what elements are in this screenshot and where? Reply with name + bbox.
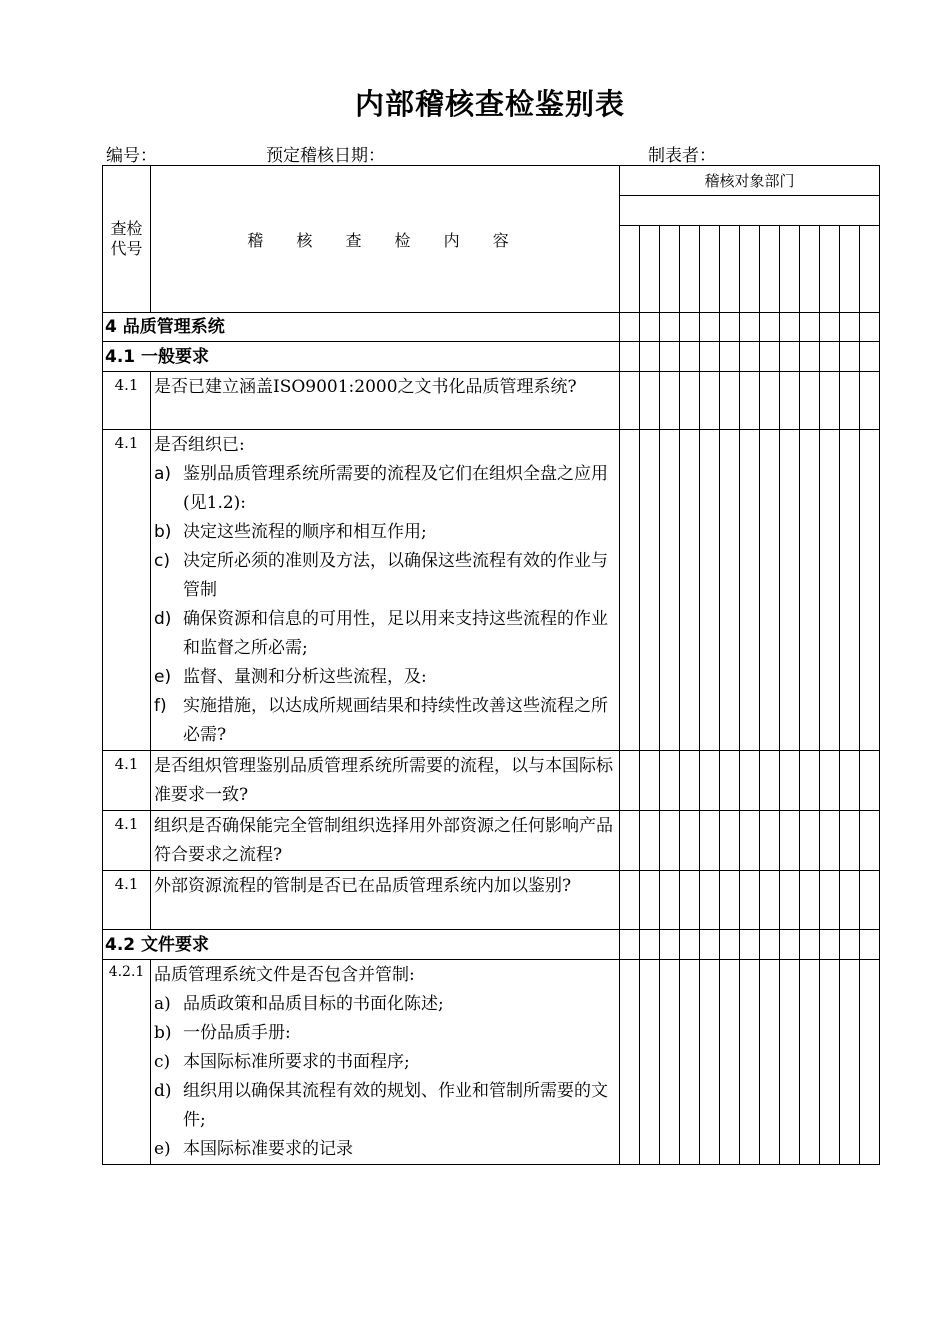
department-check-cell[interactable] bbox=[760, 430, 780, 751]
department-check-cell[interactable] bbox=[620, 871, 640, 930]
department-check-cell[interactable] bbox=[840, 811, 860, 871]
table-row bbox=[103, 871, 880, 930]
department-check-cell[interactable] bbox=[780, 226, 800, 313]
department-check-cell[interactable] bbox=[720, 811, 740, 871]
department-check-cell[interactable] bbox=[780, 751, 800, 811]
department-check-cell[interactable] bbox=[720, 751, 740, 811]
department-check-cell[interactable] bbox=[740, 960, 760, 1165]
check-code: 4.1 bbox=[103, 372, 151, 430]
department-check-cell[interactable] bbox=[740, 342, 760, 372]
table-row bbox=[103, 811, 880, 871]
check-intro: 是否组织已: bbox=[154, 435, 245, 455]
department-check-cell[interactable] bbox=[700, 342, 720, 372]
department-check-cell[interactable] bbox=[660, 430, 680, 751]
department-check-cell[interactable] bbox=[700, 960, 720, 1165]
department-check-cell[interactable] bbox=[720, 342, 740, 372]
department-check-cell[interactable] bbox=[780, 871, 800, 930]
table-row bbox=[103, 430, 880, 751]
department-check-cell[interactable] bbox=[860, 811, 880, 871]
section-row bbox=[103, 342, 880, 372]
department-check-cell[interactable] bbox=[860, 930, 880, 960]
department-check-cell[interactable] bbox=[620, 960, 640, 1165]
section-row bbox=[103, 930, 880, 960]
code-column-header: 查检代号 bbox=[103, 166, 151, 313]
department-check-cell[interactable] bbox=[680, 930, 700, 960]
check-content: 是否组炽管理鉴别品质管理系统所需要的流程，以与本国际标准要求一致? bbox=[151, 751, 620, 811]
list-item: a) 鉴别品质管理系统所需要的流程及它们在组炽全盘之应用(见1.2): bbox=[154, 464, 608, 513]
department-check-cell[interactable] bbox=[860, 226, 880, 313]
department-check-cell[interactable] bbox=[800, 871, 820, 930]
department-check-cell[interactable] bbox=[780, 372, 800, 430]
department-check-cell[interactable] bbox=[660, 960, 680, 1165]
list-item: e) 监督、量测和分析这些流程，及: bbox=[154, 667, 427, 687]
department-check-cell[interactable] bbox=[760, 811, 780, 871]
department-check-cell[interactable] bbox=[820, 751, 840, 811]
department-check-cell[interactable] bbox=[700, 372, 720, 430]
check-content: 组织是否确保能完全管制组织选择用外部资源之任何影响产品符合要求之流程? bbox=[151, 811, 620, 871]
department-check-cell[interactable] bbox=[680, 751, 700, 811]
department-check-cell[interactable] bbox=[720, 960, 740, 1165]
check-content bbox=[151, 430, 620, 751]
list-item: b) 一份品质手册: bbox=[154, 1023, 291, 1043]
department-check-cell[interactable] bbox=[820, 930, 840, 960]
department-check-cell[interactable] bbox=[700, 811, 720, 871]
table-row bbox=[103, 372, 880, 430]
department-check-cell[interactable] bbox=[660, 871, 680, 930]
department-check-cell[interactable] bbox=[820, 313, 840, 342]
table-row bbox=[103, 751, 880, 811]
department-check-cell[interactable] bbox=[660, 751, 680, 811]
department-check-cell[interactable] bbox=[760, 751, 780, 811]
department-check-cell[interactable] bbox=[620, 751, 640, 811]
department-check-cell[interactable] bbox=[760, 226, 780, 313]
department-check-cell[interactable] bbox=[640, 871, 660, 930]
department-check-cell[interactable] bbox=[840, 930, 860, 960]
department-check-cell[interactable] bbox=[660, 930, 680, 960]
page-title: 内部稽核查检鉴别表 bbox=[354, 87, 625, 121]
check-code: 4.1 bbox=[103, 430, 151, 751]
department-check-cell[interactable] bbox=[840, 342, 860, 372]
list-item: b) 决定这些流程的顺序和相互作用; bbox=[154, 522, 427, 542]
department-check-cell[interactable] bbox=[760, 930, 780, 960]
department-check-cell[interactable] bbox=[820, 226, 840, 313]
department-check-cell[interactable] bbox=[760, 342, 780, 372]
department-check-cell[interactable] bbox=[720, 930, 740, 960]
department-check-cell[interactable] bbox=[780, 930, 800, 960]
department-check-cell[interactable] bbox=[640, 430, 660, 751]
department-check-cell[interactable] bbox=[860, 960, 880, 1165]
department-check-cell[interactable] bbox=[740, 313, 760, 342]
department-check-cell[interactable] bbox=[660, 226, 680, 313]
department-check-cell[interactable] bbox=[720, 871, 740, 930]
department-check-cell[interactable] bbox=[840, 226, 860, 313]
department-check-cell[interactable] bbox=[800, 960, 820, 1165]
department-check-cell[interactable] bbox=[840, 960, 860, 1165]
department-check-cell[interactable] bbox=[800, 930, 820, 960]
check-code: 4.1 bbox=[103, 811, 151, 871]
department-check-cell[interactable] bbox=[780, 811, 800, 871]
department-name-cell[interactable] bbox=[620, 196, 880, 226]
department-check-cell[interactable] bbox=[800, 372, 820, 430]
department-check-cell[interactable] bbox=[640, 226, 660, 313]
department-check-cell[interactable] bbox=[780, 313, 800, 342]
department-check-cell[interactable] bbox=[840, 871, 860, 930]
department-check-cell[interactable] bbox=[660, 811, 680, 871]
department-check-cell[interactable] bbox=[660, 342, 680, 372]
department-check-cell[interactable] bbox=[680, 960, 700, 1165]
department-check-cell[interactable] bbox=[660, 372, 680, 430]
department-check-cell[interactable] bbox=[780, 430, 800, 751]
department-check-cell[interactable] bbox=[620, 313, 640, 342]
department-check-cell[interactable] bbox=[700, 871, 720, 930]
department-check-cell[interactable] bbox=[820, 960, 840, 1165]
department-check-cell[interactable] bbox=[800, 430, 820, 751]
check-content: 是否已建立涵盖ISO9001:2000之文书化品质管理系统? bbox=[151, 372, 620, 430]
department-check-cell[interactable] bbox=[820, 342, 840, 372]
department-check-cell[interactable] bbox=[740, 930, 760, 960]
department-check-cell[interactable] bbox=[860, 372, 880, 430]
department-check-cell[interactable] bbox=[800, 342, 820, 372]
check-content: 外部资源流程的管制是否已在品质管理系统内加以鉴别? bbox=[151, 871, 620, 930]
department-check-cell[interactable] bbox=[740, 226, 760, 313]
department-check-cell[interactable] bbox=[860, 430, 880, 751]
section-row bbox=[103, 313, 880, 342]
list-item: d) 组织用以确保其流程有效的规划、作业和管制所需要的文件; bbox=[154, 1081, 608, 1130]
check-code: 4.2.1 bbox=[103, 960, 151, 1165]
section-title: 4.1 一般要求 bbox=[103, 342, 620, 372]
department-check-cell[interactable] bbox=[620, 430, 640, 751]
department-check-cell[interactable] bbox=[720, 372, 740, 430]
department-check-cell[interactable] bbox=[680, 372, 700, 430]
department-check-cell[interactable] bbox=[840, 372, 860, 430]
department-check-cell[interactable] bbox=[680, 226, 700, 313]
content-column-header: 稽 核 查 检 内 容 bbox=[151, 166, 620, 313]
department-check-cell[interactable] bbox=[840, 430, 860, 751]
department-check-cell[interactable] bbox=[820, 372, 840, 430]
department-check-cell[interactable] bbox=[620, 342, 640, 372]
list-item: e) 本国际标准要求的记录 bbox=[154, 1139, 353, 1159]
department-check-cell[interactable] bbox=[680, 871, 700, 930]
department-check-cell[interactable] bbox=[620, 930, 640, 960]
department-check-cell[interactable] bbox=[860, 342, 880, 372]
department-check-cell[interactable] bbox=[720, 313, 740, 342]
list-item: f) 实施措施，以达成所规画结果和持续性改善这些流程之所必需? bbox=[154, 696, 608, 745]
department-check-cell[interactable] bbox=[700, 313, 720, 342]
department-check-cell[interactable] bbox=[680, 313, 700, 342]
department-check-cell[interactable] bbox=[640, 372, 660, 430]
list-item: a) 品质政策和品质目标的书面化陈述; bbox=[154, 994, 444, 1014]
department-check-cell[interactable] bbox=[780, 342, 800, 372]
department-check-cell[interactable] bbox=[640, 811, 660, 871]
department-check-cell[interactable] bbox=[640, 960, 660, 1165]
list-item: d) 确保资源和信息的可用性，足以用来支持这些流程的作业和监督之所必需; bbox=[154, 609, 608, 658]
department-check-cell[interactable] bbox=[820, 811, 840, 871]
check-intro: 品质管理系统文件是否包含并管制: bbox=[154, 965, 415, 985]
department-check-cell[interactable] bbox=[820, 430, 840, 751]
department-check-cell[interactable] bbox=[720, 430, 740, 751]
department-check-cell[interactable] bbox=[800, 226, 820, 313]
author-label: 制表者： bbox=[648, 146, 716, 166]
department-check-cell[interactable] bbox=[620, 811, 640, 871]
department-check-cell[interactable] bbox=[800, 313, 820, 342]
department-check-cell[interactable] bbox=[800, 811, 820, 871]
list-item: c) 本国际标准所要求的书面程序; bbox=[154, 1052, 410, 1072]
department-check-cell[interactable] bbox=[680, 811, 700, 871]
department-check-cell[interactable] bbox=[620, 372, 640, 430]
department-check-cell[interactable] bbox=[660, 313, 680, 342]
department-check-cell[interactable] bbox=[640, 930, 660, 960]
department-check-cell[interactable] bbox=[640, 342, 660, 372]
department-check-cell[interactable] bbox=[860, 871, 880, 930]
department-check-cell[interactable] bbox=[700, 430, 720, 751]
department-check-cell[interactable] bbox=[740, 430, 760, 751]
department-check-cell[interactable] bbox=[840, 313, 860, 342]
audit-checklist-table bbox=[102, 165, 880, 1165]
check-content bbox=[151, 960, 620, 1165]
department-check-cell[interactable] bbox=[780, 960, 800, 1165]
department-check-cell[interactable] bbox=[740, 811, 760, 871]
department-check-cell[interactable] bbox=[840, 751, 860, 811]
department-check-cell[interactable] bbox=[680, 342, 700, 372]
department-check-cell[interactable] bbox=[740, 871, 760, 930]
department-check-cell[interactable] bbox=[620, 226, 640, 313]
list-item: c) 决定所必须的准则及方法，以确保这些流程有效的作业与管制 bbox=[154, 551, 608, 600]
section-title: 4.2 文件要求 bbox=[103, 930, 620, 960]
audit-date-label: 预定稽核日期： bbox=[266, 146, 385, 166]
department-check-cell[interactable] bbox=[700, 930, 720, 960]
check-code: 4.1 bbox=[103, 751, 151, 811]
section-title: 4 品质管理系统 bbox=[103, 313, 620, 342]
department-column-header: 稽核对象部门 bbox=[620, 166, 880, 196]
department-check-cell[interactable] bbox=[760, 960, 780, 1165]
table-row bbox=[103, 960, 880, 1165]
department-check-cell[interactable] bbox=[800, 751, 820, 811]
department-check-cell[interactable] bbox=[820, 871, 840, 930]
department-check-cell[interactable] bbox=[720, 226, 740, 313]
department-check-cell[interactable] bbox=[860, 751, 880, 811]
department-check-cell[interactable] bbox=[700, 751, 720, 811]
department-check-cell[interactable] bbox=[760, 313, 780, 342]
department-check-cell[interactable] bbox=[860, 313, 880, 342]
department-check-cell[interactable] bbox=[760, 871, 780, 930]
department-check-cell[interactable] bbox=[640, 313, 660, 342]
department-check-cell[interactable] bbox=[680, 430, 700, 751]
check-code: 4.1 bbox=[103, 871, 151, 930]
department-check-cell[interactable] bbox=[700, 226, 720, 313]
department-check-cell[interactable] bbox=[740, 751, 760, 811]
department-check-cell[interactable] bbox=[740, 372, 760, 430]
number-label: 编号： bbox=[106, 146, 157, 166]
department-check-cell[interactable] bbox=[640, 751, 660, 811]
department-check-cell[interactable] bbox=[760, 372, 780, 430]
